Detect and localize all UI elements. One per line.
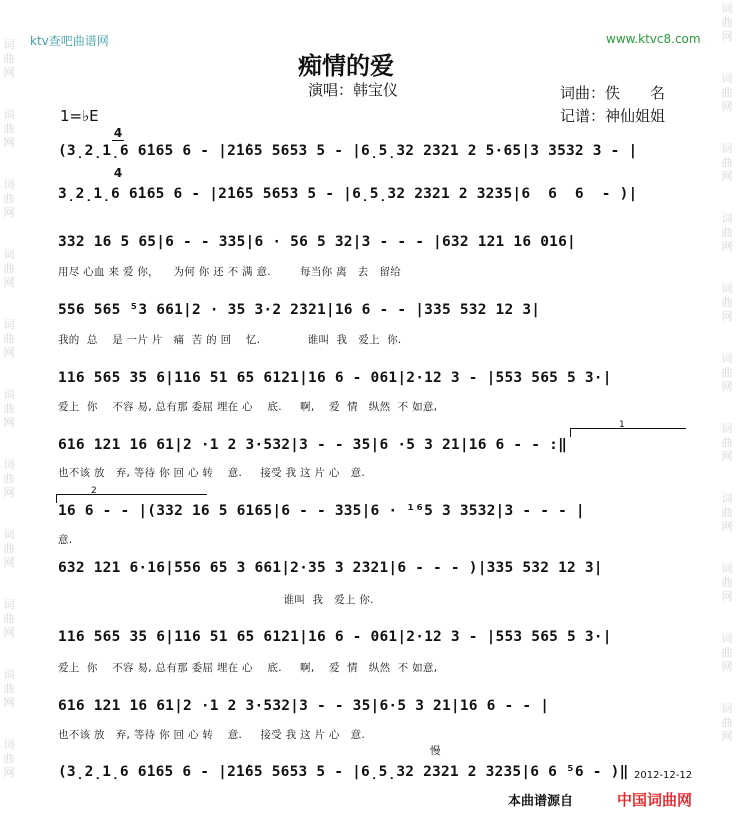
score-row-2: 3̣2̣1̣6 6̇165 6 - |2̇1̇65 5653 5 - |6̣5̣32 2321 2 3235|6 6 6 - )|	[58, 186, 638, 202]
wm-r10: 词曲网	[721, 632, 733, 673]
wm-l7: 词曲网	[3, 458, 15, 499]
time-signature-numerator: 4	[113, 126, 123, 140]
first-ending-number: 1	[619, 420, 625, 430]
wm-r8: 词曲网	[721, 492, 733, 533]
lyric-row-5: 爱上 你 不容 易, 总有那 委屈 埋在 心 底. 啊, 爱 情 纵然 不 如意,	[58, 401, 438, 413]
wm-l11: 词曲网	[3, 738, 15, 779]
score-row-7: 16 6 - - |(332 16 5 6165|6 - - 335|6 · ¹⁶5 3 3532|3 - - - |	[58, 503, 585, 519]
wm-l10: 词曲网	[3, 668, 15, 709]
score-row-11: (3̣2̣1̣6 6̇165 6 - |2̇1̇65 5653 5 - |6̣5̣32 2321 2 3235|6 6 ⁵6 - )‖	[58, 764, 629, 780]
second-ending-bracket	[56, 486, 207, 503]
wm-l8: 词曲网	[3, 528, 15, 569]
song-title: 痴情的爱	[298, 52, 394, 80]
score-row-4: 556 565 ⁵3 661|2 · 35 3·2 2321|16 6 - - |335 532 12 3|	[58, 302, 541, 318]
lyric-row-7: 意.	[58, 534, 73, 546]
wm-r3: 词曲网	[721, 142, 733, 183]
wm-l3: 词曲网	[3, 178, 15, 219]
tempo-marking: 慢	[430, 745, 441, 757]
score-row-5: 116 565 35 6|116 51 65 6121|16 6 - 061|2·12 3 - |553 565 5 3·|	[58, 370, 612, 386]
lyric-row-10: 也不该 放 弃, 等待 你 回 心 转 意. 接受 我 这 片 心 意.	[58, 729, 366, 741]
wm-r1: 词曲网	[721, 2, 733, 43]
wm-r5: 词曲网	[721, 282, 733, 323]
second-ending-number: 2	[91, 486, 97, 496]
transcription-date: 2012-12-12	[634, 770, 693, 781]
wm-r11: 词曲网	[721, 702, 733, 743]
wm-r6: 词曲网	[721, 352, 733, 393]
writer-credit: 词曲：佚 名	[560, 84, 666, 102]
wm-l4: 词曲网	[3, 248, 15, 289]
score-row-10: 616 121 16 61|2 ·1 2 3·532|3 - - 35|6·5 3 21|16 6 - - |	[58, 698, 550, 714]
score-row-6: 616 121 16 61|2 ·1 2 3·532|3 - - 35|6 ·5 3 21|16 6 - - :‖	[58, 437, 567, 453]
score-row-9: 116 565 35 6|116 51 65 6121|16 6 - 061|2·12 3 - |553 565 5 3·|	[58, 629, 612, 645]
left-watermark	[2, 0, 16, 837]
wm-l6: 词曲网	[3, 388, 15, 429]
singer-credit: 演唱：韩宝仪	[308, 81, 399, 99]
source-label: 本曲谱源自	[508, 794, 574, 809]
site-watermark-left: ktv查吧曲谱网	[30, 34, 109, 48]
wm-l5: 词曲网	[3, 318, 15, 359]
site-watermark-right: www.ktvc8.com	[606, 32, 701, 46]
wm-r9: 词曲网	[721, 562, 733, 603]
lyric-row-8: 谁叫 我 爱上 你.	[58, 594, 374, 606]
wm-l9: 词曲网	[3, 598, 15, 639]
wm-r7: 词曲网	[721, 422, 733, 463]
source-brand: 中国词曲网	[617, 791, 693, 809]
score-row-3: 332 16 5 65|6 - - 335|6 · 56 5 32|3 - - - |632 121 16 016|	[58, 234, 576, 250]
wm-l2: 词曲网	[3, 108, 15, 149]
transcriber-credit: 记谱：神仙姐姐	[560, 107, 666, 125]
score-row-8: 632 121 6·16|556 65 3 661|2·35 3 2321|6 - - - )|335 532 12 3|	[58, 560, 603, 576]
wm-r4: 词曲网	[721, 212, 733, 253]
lyric-row-9: 爱上 你 不容 易, 总有那 委屈 埋在 心 底. 啊, 爱 情 纵然 不 如意,	[58, 662, 438, 674]
score-row-1: (3̣2̣1̣6 6̇165 6 - |2̇1̇65 5653 5 - |6̣5̣32 2321 2 5·65|3 3532 3 - |	[58, 143, 638, 159]
lyric-row-4: 我的 总 是 一片 片 痛 苦 的 回 忆. 谁叫 我 爱上 你.	[58, 334, 402, 346]
first-ending-bracket	[570, 420, 686, 437]
right-watermark	[720, 0, 734, 837]
lyric-row-6: 也不该 放 弃, 等待 你 回 心 转 意. 接受 我 这 片 心 意.	[58, 467, 366, 479]
time-signature-denominator: 4	[113, 166, 123, 180]
key-signature: 1=♭E	[60, 107, 99, 125]
lyric-row-3: 用尽 心血 来 爱 你， 为何 你 还 不 满 意. 每当你 离 去 留给	[58, 266, 402, 278]
wm-l1: 词曲网	[3, 38, 15, 79]
wm-r2: 词曲网	[721, 72, 733, 113]
